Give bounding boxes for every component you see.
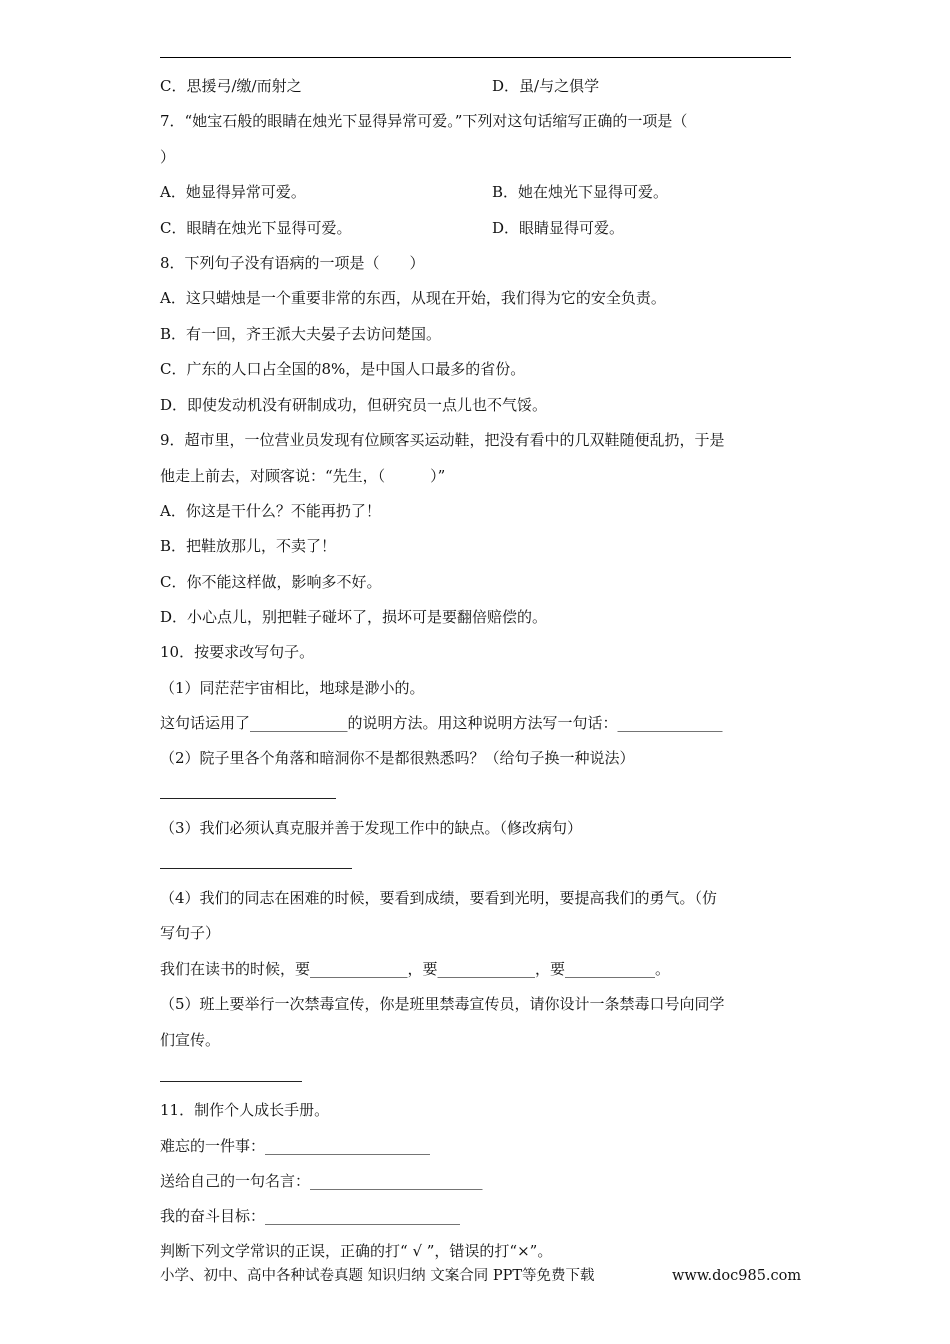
question-11-item-3: 我的奋斗目标：__________________________ (160, 1207, 461, 1225)
question-10-part-3: （3）我们必须认真克服并善于发现工作中的缺点。（修改病句） (160, 819, 583, 837)
option-9d: D．小心点儿，别把鞋子碰坏了，损坏可是要翻倍赔偿的。 (160, 608, 548, 626)
footer-url[interactable]: www.doc985.com (672, 1268, 802, 1284)
question-10-part-4-prompt: 我们在读书的时候，要_____________，要_____________，要____________。 (160, 960, 671, 978)
answer-line-10-3 (160, 868, 352, 869)
option-6c: C．思援弓/缴/而射之 (160, 77, 302, 95)
question-10-part-2: （2）院子里各个角落和暗洞你不是都很熟悉吗？（给句子换一种说法） (160, 749, 635, 767)
option-7b: B．她在烛光下显得可爱。 (492, 183, 669, 201)
option-8a: A．这只蜡烛是一个重要非常的东西，从现在开始，我们得为它的安全负责。 (160, 289, 666, 307)
question-10-part-5-continuation: 们宣传。 (160, 1031, 221, 1049)
question-7-continuation: ） (160, 148, 176, 166)
header-rule (160, 57, 791, 58)
question-10: 10．按要求改写句子。 (160, 643, 315, 661)
question-9-continuation: 他走上前去，对顾客说：“先生，（ ）” (160, 467, 446, 485)
option-8b: B．有一回，齐王派大夫晏子去访问楚国。 (160, 325, 442, 343)
question-10-part-5: （5）班上要举行一次禁毒宣传，你是班里禁毒宣传员，请你设计一条禁毒口号向同学 (160, 995, 725, 1013)
option-9a: A．你这是干什么？不能再扔了！ (160, 502, 381, 520)
answer-line-10-5 (160, 1081, 302, 1082)
footer-text: 小学、初中、高中各种试卷真题 知识归纳 文案合同 PPT等免费下载 (160, 1268, 595, 1284)
option-7a: A．她显得异常可爱。 (160, 183, 306, 201)
option-7c: C．眼睛在烛光下显得可爱。 (160, 219, 352, 237)
question-12: 判断下列文学常识的正误，正确的打“ √ ”，错误的打“×”。 (160, 1242, 553, 1260)
question-10-part-1: （1）同茫茫宇宙相比，地球是渺小的。 (160, 679, 425, 697)
option-9c: C．你不能这样做，影响多不好。 (160, 573, 382, 591)
question-11-item-1: 难忘的一件事：______________________ (160, 1137, 431, 1155)
option-9b: B．把鞋放那儿，不卖了！ (160, 537, 337, 555)
question-10-part-1-prompt: 这句话运用了_____________的说明方法。用这种说明方法写一句话：______________ (160, 714, 723, 732)
question-8: 8．下列句子没有语病的一项是（ ） (160, 254, 425, 272)
option-8d: D．即使发动机没有研制成功，但研究员一点儿也不气馁。 (160, 396, 548, 414)
option-8c: C．广东的人口占全国的8%，是中国人口最多的省份。 (160, 360, 526, 378)
question-11: 11．制作个人成长手册。 (160, 1101, 330, 1119)
question-10-part-4: （4）我们的同志在困难的时候，要看到成绩，要看到光明，要提高我们的勇气。（仿 (160, 889, 718, 907)
option-7d: D．眼睛显得可爱。 (492, 219, 625, 237)
question-10-part-4-continuation: 写句子） (160, 924, 221, 942)
question-11-item-2: 送给自己的一句名言：_______________________ (160, 1172, 483, 1190)
answer-line-10-2 (160, 798, 336, 799)
option-6d: D．虽/与之俱学 (492, 77, 600, 95)
question-9: 9．超市里，一位营业员发现有位顾客买运动鞋，把没有看中的几双鞋随便乱扔，于是 (160, 431, 725, 449)
question-7: 7．“她宝石般的眼睛在烛光下显得异常可爱。”下列对这句话缩写正确的一项是（ (160, 112, 688, 130)
